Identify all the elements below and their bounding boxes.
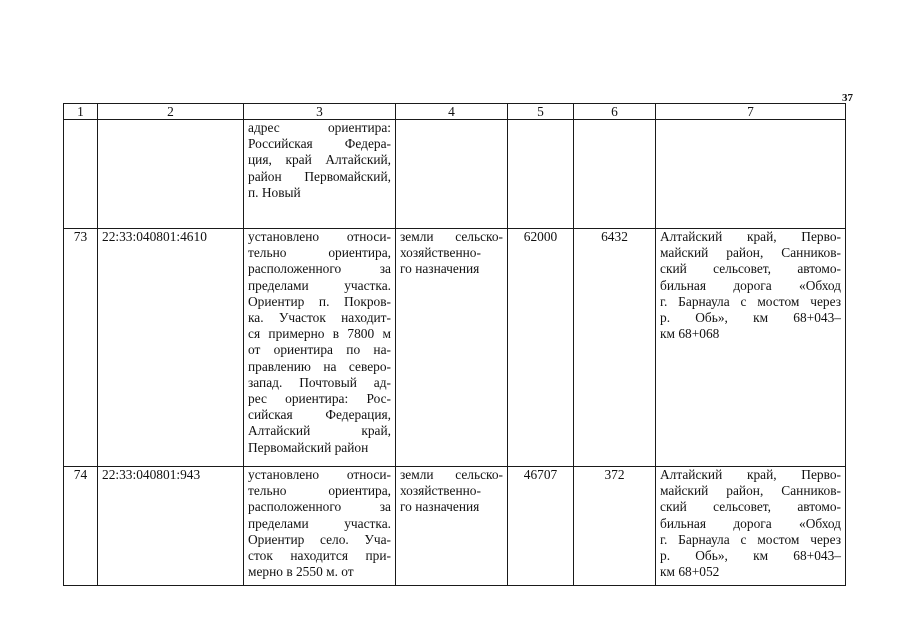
location-description-line: ка. Участок находит- xyxy=(248,310,391,326)
object-location-line: г. Барнаула с мостом через xyxy=(660,531,841,547)
seized-area xyxy=(574,120,656,229)
location-description-line: адрес ориентира: xyxy=(248,120,391,135)
land-category xyxy=(396,229,508,467)
column-header: 2 xyxy=(98,104,244,120)
location-description-line: ся примерно в 7800 м xyxy=(248,326,391,342)
location-description-line: район Первомайский, xyxy=(248,168,391,184)
location-description-line: расположенного за xyxy=(248,499,391,515)
column-header: 3 xyxy=(244,104,396,120)
location-description-line: установлено относи- xyxy=(248,467,391,482)
column-header: 1 xyxy=(64,104,98,120)
object-location-line: ский сельсовет, автомо- xyxy=(660,261,841,277)
land-category-line: земли сельско- xyxy=(400,229,503,244)
object-location-line: Алтайский край, Перво- xyxy=(660,229,841,244)
table-row xyxy=(64,467,846,586)
table-row xyxy=(64,120,846,229)
column-header: 6 xyxy=(574,104,656,120)
location-description-line: ция, край Алтайский, xyxy=(248,152,391,168)
location-description-line: пределами участка. xyxy=(248,515,391,531)
object-location xyxy=(656,120,846,229)
location-description-line: рес ориентира: Рос- xyxy=(248,391,391,407)
column-header: 7 xyxy=(656,104,846,120)
header-row xyxy=(64,104,846,120)
land-plots-table xyxy=(63,103,846,586)
object-location-line: км 68+052 xyxy=(660,564,720,580)
location-description-line: Алтайский край, xyxy=(248,423,391,439)
object-location xyxy=(656,467,846,586)
seized-area: 6432 xyxy=(574,229,656,467)
location-description-line: Ориентир село. Уча- xyxy=(248,531,391,547)
location-description xyxy=(244,229,396,467)
object-location-line: бильная дорога «Обход xyxy=(660,515,841,531)
land-category-line: хозяйственно- xyxy=(400,483,481,499)
location-description-line: Российская Федера- xyxy=(248,136,391,152)
location-description-line: мерно в 2550 м. от xyxy=(248,564,354,580)
location-description xyxy=(244,467,396,586)
plot-area xyxy=(508,120,574,229)
column-header: 5 xyxy=(508,104,574,120)
location-description-line: установлено относи- xyxy=(248,229,391,244)
location-description-line: правлению на северо- xyxy=(248,358,391,374)
object-location-line: км 68+068 xyxy=(660,326,720,342)
location-description-line: тельно ориентира, xyxy=(248,483,391,499)
object-location xyxy=(656,229,846,467)
land-category-line: земли сельско- xyxy=(400,467,503,482)
location-description xyxy=(244,120,396,229)
land-category xyxy=(396,120,508,229)
plot-area: 46707 xyxy=(508,467,574,586)
object-location-line: р. Обь», км 68+043– xyxy=(660,548,841,564)
land-category-line: го назначения xyxy=(400,261,480,277)
location-description-line: запад. Почтовый ад- xyxy=(248,374,391,390)
land-category-line: го назначения xyxy=(400,499,480,515)
column-header: 4 xyxy=(396,104,508,120)
table-row xyxy=(64,229,846,467)
land-category xyxy=(396,467,508,586)
seized-area: 372 xyxy=(574,467,656,586)
object-location-line: майский район, Санников- xyxy=(660,483,841,499)
location-description-line: сийская Федерация, xyxy=(248,407,391,423)
object-location-line: Алтайский край, Перво- xyxy=(660,467,841,482)
object-location-line: р. Обь», км 68+043– xyxy=(660,310,841,326)
row-number: 73 xyxy=(64,229,98,467)
object-location-line: бильная дорога «Обход xyxy=(660,277,841,293)
object-location-line: майский район, Санников- xyxy=(660,245,841,261)
cadastral-number: 22:33:040801:4610 xyxy=(98,229,244,467)
land-category-line: хозяйственно- xyxy=(400,245,481,261)
object-location-line: ский сельсовет, автомо- xyxy=(660,499,841,515)
cadastral-number xyxy=(98,120,244,229)
location-description-line: тельно ориентира, xyxy=(248,245,391,261)
location-description-line: от ориентира по на- xyxy=(248,342,391,358)
location-description-line: сток находится при- xyxy=(248,548,391,564)
page-number: 37 xyxy=(842,92,853,104)
location-description-line: Первомайский район xyxy=(248,439,369,455)
location-description-line: пределами участка. xyxy=(248,277,391,293)
row-number xyxy=(64,120,98,229)
location-description-line: Ориентир п. Покров- xyxy=(248,293,391,309)
location-description-line: п. Новый xyxy=(248,184,301,200)
location-description-line: расположенного за xyxy=(248,261,391,277)
row-number: 74 xyxy=(64,467,98,586)
cadastral-number: 22:33:040801:943 xyxy=(98,467,244,586)
plot-area: 62000 xyxy=(508,229,574,467)
object-location-line: г. Барнаула с мостом через xyxy=(660,293,841,309)
